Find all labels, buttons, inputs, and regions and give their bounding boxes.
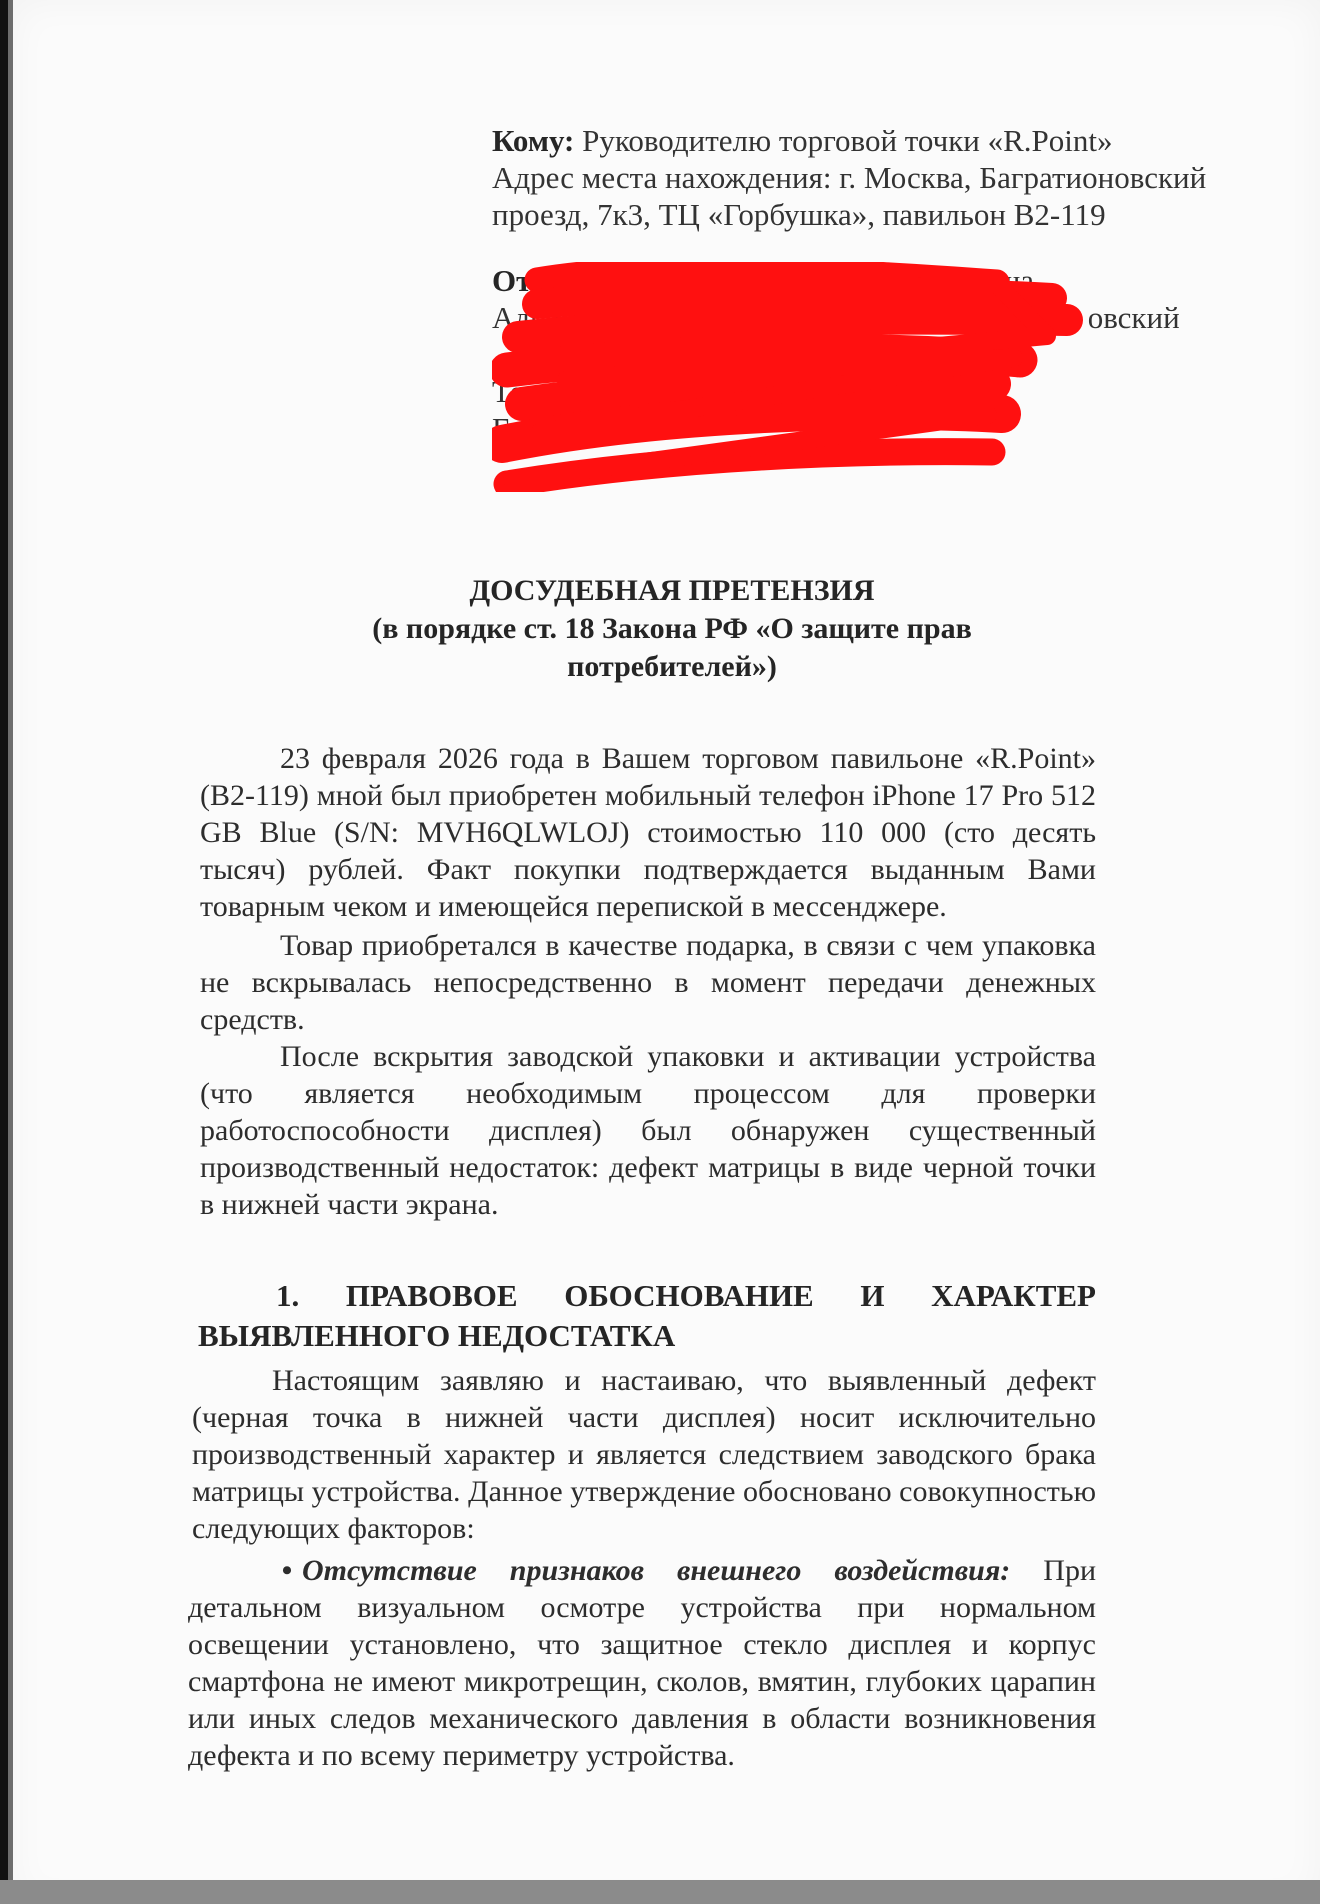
sender-visible-suffix: ча bbox=[1004, 263, 1035, 298]
paper-left-shadow bbox=[8, 0, 13, 1904]
document-title bbox=[12, 572, 1320, 686]
recipient-address-line-2: проезд, 7к3, ТЦ «Горбушка», павильон B2-119 bbox=[492, 197, 1106, 232]
sender-label: От кого: bbox=[492, 263, 612, 298]
recipient-line bbox=[492, 122, 1252, 159]
sender-address-suffix: овский bbox=[1087, 300, 1180, 335]
bullet-title: Отсутствие признаков внешнего воздействия: bbox=[302, 1554, 1011, 1587]
sender-address-line bbox=[492, 299, 1252, 336]
sender-block bbox=[492, 262, 1252, 447]
bullet-marker: • bbox=[281, 1554, 293, 1587]
scan-bottom-edge bbox=[0, 1880, 1320, 1904]
email-prefix: Em bbox=[492, 411, 536, 446]
claim-title: ДОСУДЕБНАЯ ПРЕТЕНЗИЯ bbox=[469, 574, 875, 607]
claim-subtitle-line-1: (в порядке ст. 18 Закона РФ «О защите прав bbox=[372, 612, 972, 645]
legal-basis-text bbox=[192, 1362, 1096, 1547]
recipient-sender-header bbox=[492, 122, 1252, 447]
sender-visible-prefix: См bbox=[618, 263, 660, 298]
defect-paragraph: После вскрытия заводской упаковки и активации устройства (что является необходимым процессом для проверки работоспособности дисплея) был обнаружен существенный производственный недостаток: дефект матрицы в виде черной точки в нижней части экрана. bbox=[200, 1040, 1096, 1221]
bullet-text: При детальном визуальном осмотре устройства при нормальном освещении установлено, что защитное стекло дисплея и корпус смартфона не имеют микротрещин, сколов, вмятин, глубоких царапин или иных следов механического давления в области возникновения дефекта и по всему периметру устройства. bbox=[188, 1554, 1096, 1772]
purchase-paragraph: 23 февраля 2026 года в Вашем торговом павильоне «R.Point» (B2-119) мной был приобретен мобильный телефон iPhone 17 Pro 512 GB Blue (S/N: MVH6QLWLOJ) стоимостью 110 000 (сто десять тысяч) рублей. Факт покупки подтверждается выданным Вами товарным чеком и имеющейся перепиской в мессенджере. bbox=[200, 742, 1096, 923]
header-spacer bbox=[492, 233, 1252, 262]
sender-address-continuation bbox=[492, 336, 1252, 373]
section-heading: 1. ПРАВОВОЕ ОБОСНОВАНИЕ И ХАРАКТЕР ВЫЯВЛЕННОГО НЕДОСТАТКА bbox=[198, 1278, 1096, 1353]
recipient-label: Кому: bbox=[492, 123, 575, 158]
main-claim-text bbox=[200, 740, 1096, 1223]
phone-prefix: Тел bbox=[492, 374, 539, 409]
recipient-address-line-1: Адрес места нахождения: г. Москва, Багратионовский bbox=[492, 160, 1207, 195]
external-impact-bullet bbox=[188, 1552, 1096, 1774]
sender-name-line bbox=[492, 262, 1252, 299]
document-page bbox=[12, 0, 1320, 1904]
gift-paragraph: Товар приобретался в качестве подарка, в связи с чем упаковка не вскрывалась непосредственно в момент передачи денежных средств. bbox=[200, 929, 1096, 1036]
recipient-value: Руководителю торговой точки «R.Point» bbox=[582, 123, 1113, 158]
sender-phone-line bbox=[492, 373, 1252, 410]
sender-address-prefix: Адрес для bbox=[492, 300, 628, 335]
claim-subtitle-line-2: потребителей») bbox=[567, 650, 777, 683]
legal-basis-paragraph: Настоящим заявляю и настаиваю, что выявленный дефект (черная точка в нижней части дисплея) носит исключительно производственный характер и является следствием заводского брака матрицы устройства. Данное утверждение обосновано совокупностью следующих факторов: bbox=[192, 1364, 1096, 1545]
sender-email-line bbox=[492, 410, 1252, 447]
